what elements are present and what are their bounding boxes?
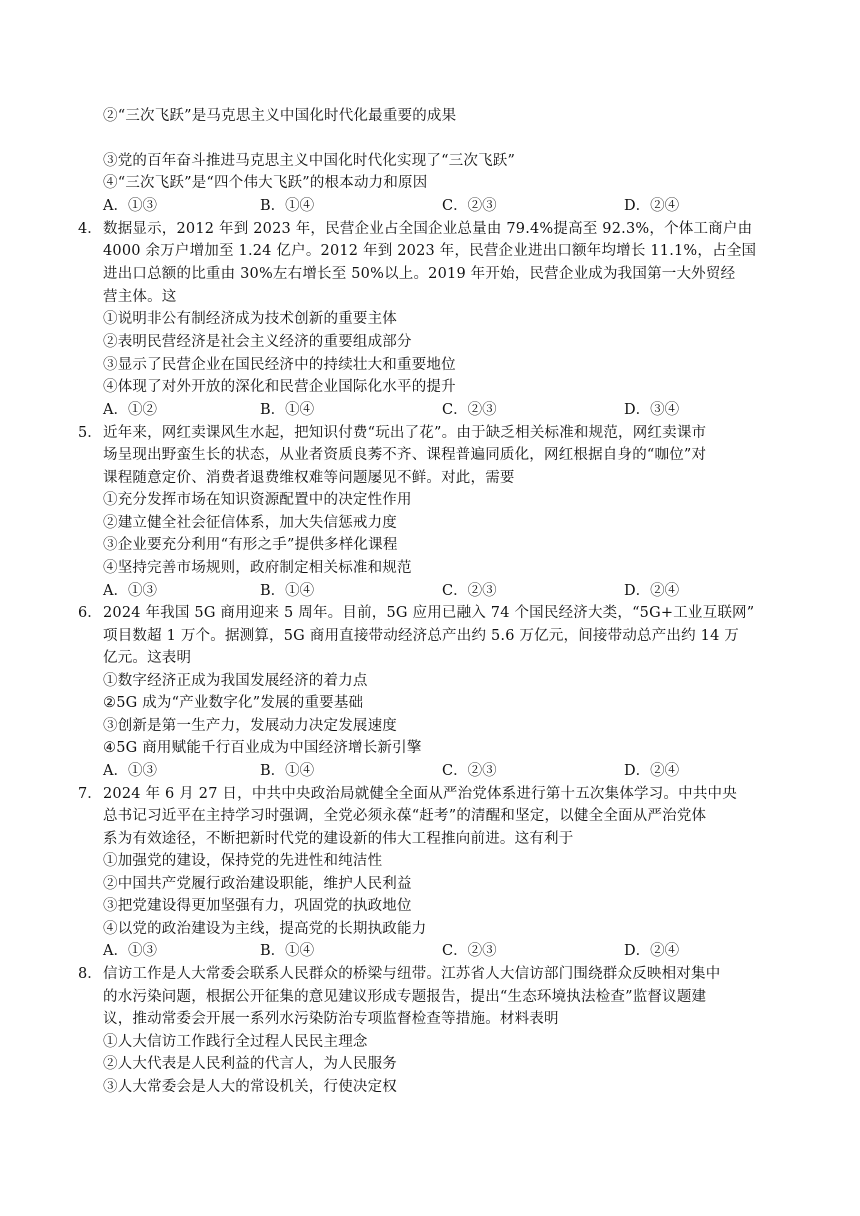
statement-line: ④“三次飞跃”是“四个伟大飞跃”的根本动力和原因 <box>103 175 428 191</box>
choice-c: C．②③ <box>442 583 497 599</box>
question-stem-line: 的水污染问题，根据公开征集的意见建议形成专题报告，提出“生态环境执法检查”监督议题建 <box>103 989 707 1005</box>
question-stem-line: 营主体。这 <box>103 289 177 305</box>
question-stem-line: 总书记习近平在主持学习时强调，全党必须永葆“赶考”的清醒和坚定，以健全全面从严治党体 <box>103 808 707 824</box>
choice-a: A．①③ <box>103 198 157 214</box>
choice-a: A．①② <box>103 402 157 418</box>
choice-b: B．①④ <box>260 198 315 214</box>
statement-line: ②建立健全社会征信体系，加大失信惩戒力度 <box>103 515 397 531</box>
statement-line: ④坚持完善市场规则，政府制定相关标准和规范 <box>103 560 412 576</box>
statement-line: ③把党建设得更加坚强有力，巩固党的执政地位 <box>103 898 412 914</box>
statement-line: ④5G 商用赋能千行百业成为中国经济增长新引擎 <box>103 740 422 756</box>
answer-choices <box>103 760 763 782</box>
statement-line: ③党的百年奋斗推进马克思主义中国化时代化实现了“三次飞跃” <box>103 153 516 169</box>
choice-a: A．①③ <box>103 943 157 959</box>
statement-line: ②5G 成为“产业数字化”发展的重要基础 <box>103 695 364 711</box>
choice-a: A．①③ <box>103 583 157 599</box>
question-stem-line: 2024 年 6 月 27 日，中共中央政治局就健全全面从严治党体系进行第十五次集体学习。中共中央 <box>103 786 737 802</box>
statement-line: ③显示了民营企业在国民经济中的持续壮大和重要地位 <box>103 357 456 373</box>
question-stem-line: 2024 年我国 5G 商用迎来 5 周年。目前，5G 应用已融入 74 个国民经济大类，“5G+工业互联网” <box>103 605 755 621</box>
question-stem-line: 课程随意定价、消费者退费维权难等问题屡见不鲜。对此，需要 <box>103 470 515 486</box>
choice-d: D．②④ <box>624 198 680 214</box>
statement-line: ①人大信访工作践行全过程人民民主理念 <box>103 1034 368 1050</box>
statement-line: ③人大常委会是人大的常设机关，行使决定权 <box>103 1079 397 1095</box>
choice-c: C．②③ <box>442 943 497 959</box>
statement-line: ④体现了对外开放的深化和民营企业国际化水平的提升 <box>103 379 456 395</box>
choice-b: B．①④ <box>260 402 315 418</box>
statement-line: ②中国共产党履行政治建设职能，维护人民利益 <box>103 876 412 892</box>
statement-line: ②“三次飞跃”是马克思主义中国化时代化最重要的成果 <box>103 108 457 124</box>
choice-d: D．②④ <box>624 943 680 959</box>
statement-line: ④以党的政治建设为主线，提高党的长期执政能力 <box>103 921 427 937</box>
choice-c: C．②③ <box>442 402 497 418</box>
statement-line: ③企业要充分利用“有形之手”提供多样化课程 <box>103 537 398 553</box>
choice-d: D．②④ <box>624 583 680 599</box>
statement-line: ②人大代表是人民利益的代言人，为人民服务 <box>103 1056 397 1072</box>
question-number: 8． <box>78 966 102 982</box>
choice-a: A．①③ <box>103 763 157 779</box>
answer-choices <box>103 195 763 217</box>
statement-line: ①充分发挥市场在知识资源配置中的决定性作用 <box>103 492 412 508</box>
choice-d: D．②④ <box>624 763 680 779</box>
choice-d: D．③④ <box>624 402 680 418</box>
answer-choices <box>103 580 763 602</box>
question-stem-line: 议，推动常委会开展一系列水污染防治专项监督检查等措施。材料表明 <box>103 1011 559 1027</box>
statement-line: ①说明非公有制经济成为技术创新的重要主体 <box>103 311 397 327</box>
statement-line: ③创新是第一生产力，发展动力决定发展速度 <box>103 718 397 734</box>
choice-b: B．①④ <box>260 943 315 959</box>
question-stem-line: 信访工作是人大常委会联系人民群众的桥梁与纽带。江苏省人大信访部门围绕群众反映相对集中 <box>103 966 721 982</box>
question-stem-line: 项目数超 1 万个。据测算，5G 商用直接带动经济总产出约 5.6 万亿元，间接带动总产出约 14 万 <box>103 628 740 644</box>
question-number: 5． <box>78 425 102 441</box>
question-stem-line: 近年来，网红卖课风生水起，把知识付费“玩出了花”。由于缺乏相关标准和规范，网红卖课市 <box>103 425 707 441</box>
answer-choices <box>103 399 763 421</box>
choice-c: C．②③ <box>442 763 497 779</box>
question-stem-line: 进出口总额的比重由 30%左右增长至 50%以上。2019 年开始，民营企业成为我国第一大外贸经 <box>103 266 736 282</box>
question-stem-line: 场呈现出野蛮生长的状态，从业者资质良莠不齐、课程普遍同质化，网红根据自身的“咖位”对 <box>103 447 707 463</box>
question-stem-line: 数据显示，2012 年到 2023 年，民营企业占全国企业总量由 79.4%提高至 92.3%，个体工商户由 <box>103 221 753 237</box>
question-number: 7． <box>78 786 102 802</box>
statement-line: ①数字经济正成为我国发展经济的着力点 <box>103 673 368 689</box>
answer-choices <box>103 940 763 962</box>
choice-b: B．①④ <box>260 763 315 779</box>
question-number: 6． <box>78 605 102 621</box>
statement-line: ②表明民营经济是社会主义经济的重要组成部分 <box>103 334 412 350</box>
question-stem-line: 系为有效途径，不断把新时代党的建设新的伟大工程推向前进。这有利于 <box>103 831 574 847</box>
choice-c: C．②③ <box>442 198 497 214</box>
question-stem-line: 4000 余万户增加至 1.24 亿户。2012 年到 2023 年，民营企业进出口额年均增长 11.1%，占全国 <box>103 243 757 259</box>
question-number: 4． <box>78 221 102 237</box>
choice-b: B．①④ <box>260 583 315 599</box>
question-stem-line: 亿元。这表明 <box>103 650 192 666</box>
statement-line: ①加强党的建设，保持党的先进性和纯洁性 <box>103 853 383 869</box>
